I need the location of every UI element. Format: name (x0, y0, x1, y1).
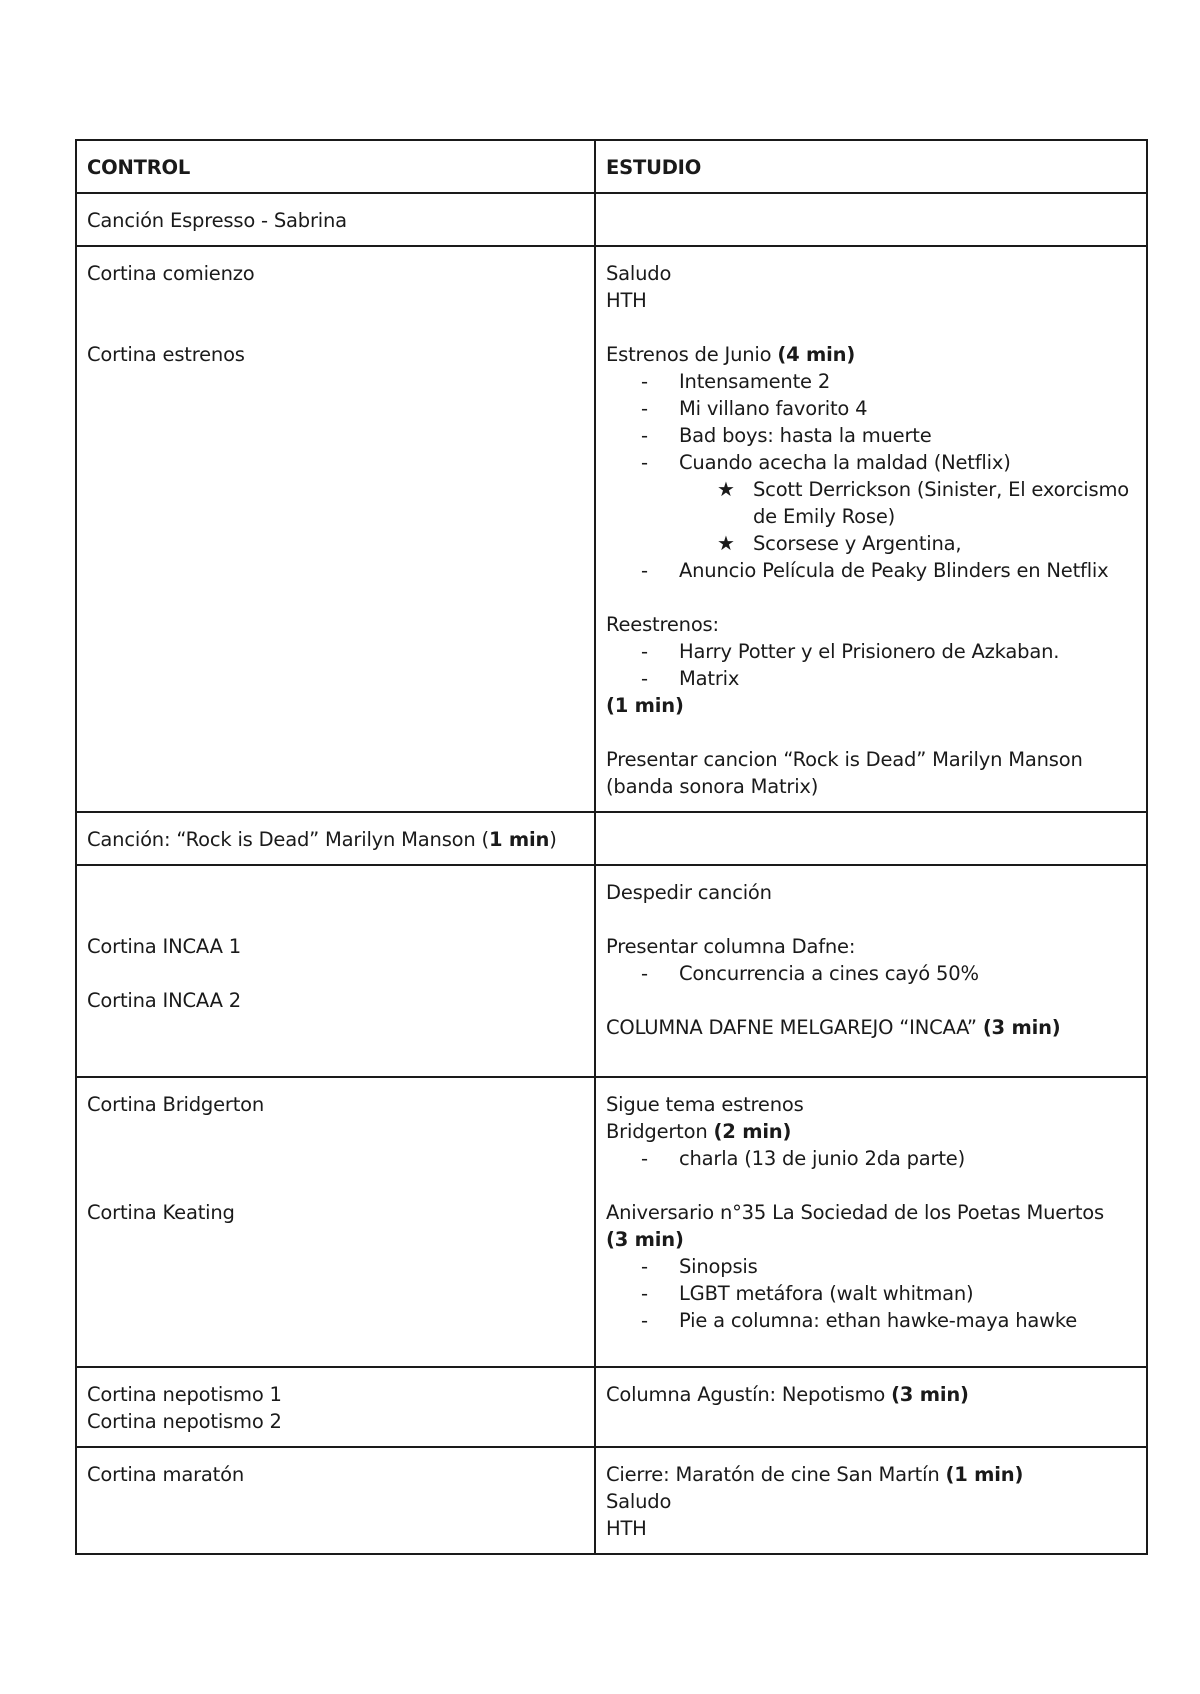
control-cell (76, 246, 595, 812)
control-cell (76, 1367, 595, 1447)
table-row (76, 1367, 1147, 1447)
list-item: - Harry Potter y el Prisionero de Azkaban. (641, 638, 1135, 665)
list-item: - Matrix (641, 665, 1135, 692)
table-row (76, 246, 1147, 812)
black-star-icon: ★ (717, 531, 735, 555)
estrenos-heading: Estrenos de Junio (4 min) (606, 343, 856, 366)
control-item: Cortina Keating (87, 1201, 235, 1224)
bridgerton-list (606, 1145, 1135, 1172)
saludo-text: Saludo (606, 1490, 672, 1513)
table-row (76, 1077, 1147, 1367)
estrenos-list (606, 368, 1135, 584)
list-item: - LGBT metáfora (walt whitman) (641, 1280, 1135, 1307)
estudio-cell (595, 812, 1147, 865)
hth-text: HTH (606, 289, 647, 312)
reestrenos-heading: Reestrenos: (606, 613, 719, 636)
control-item: Cortina nepotismo 2 (87, 1410, 282, 1433)
header-estudio: ESTUDIO (595, 140, 1147, 193)
table-row (76, 812, 1147, 865)
control-item: Cortina nepotismo 1 (87, 1383, 282, 1406)
sigue-text: Sigue tema estrenos (606, 1093, 804, 1116)
estudio-cell (595, 1447, 1147, 1554)
control-cell (76, 1077, 595, 1367)
control-cell (76, 812, 595, 865)
duration-label: (1 min) (606, 694, 684, 717)
control-cell (76, 1447, 595, 1554)
control-item: Cortina Bridgerton (87, 1093, 265, 1116)
estudio-cell (595, 1077, 1147, 1367)
control-item: Canción Espresso - Sabrina (87, 209, 347, 232)
columna-heading: COLUMNA DAFNE MELGAREJO “INCAA” (3 min) (606, 1016, 1061, 1039)
sub-list-item: ★ Scorsese y Argentina, (717, 531, 962, 555)
saludo-text: Saludo (606, 262, 672, 285)
duration-label: (3 min) (606, 1228, 684, 1251)
hth-text: HTH (606, 1517, 647, 1540)
aniversario-heading: Aniversario n°35 La Sociedad de los Poetas Muertos (606, 1201, 1104, 1224)
columna-agustin-text: Columna Agustín: Nepotismo (3 min) (606, 1383, 969, 1406)
control-cell (76, 193, 595, 246)
estudio-cell (595, 1367, 1147, 1447)
table-row (76, 193, 1147, 246)
list-item: - charla (13 de junio 2da parte) (641, 1145, 1135, 1172)
control-item: Cortina INCAA 1 (87, 935, 241, 958)
control-item: Cortina estrenos (87, 343, 245, 366)
control-item: Cortina INCAA 2 (87, 989, 241, 1012)
list-item: - Bad boys: hasta la muerte (641, 422, 1135, 449)
cierre-text: Cierre: Maratón de cine San Martín (1 min) (606, 1463, 1024, 1486)
aniversario-list (606, 1253, 1135, 1334)
list-item: - Anuncio Película de Peaky Blinders en Netflix (641, 557, 1135, 584)
list-item: - Cuando acecha la maldad (Netflix) ★ Scott Derrickson (Sinister, El exorcismo de Emily Rose) ★ Scorsese y Argentina, (641, 449, 1135, 557)
control-item: Canción: “Rock is Dead” Marilyn Manson (1 min) (87, 828, 557, 851)
presentar-text: Presentar cancion “Rock is Dead” Marilyn Manson (banda sonora Matrix) (606, 748, 1083, 798)
table-header-row (76, 140, 1147, 193)
header-control: CONTROL (76, 140, 595, 193)
list-item: - Intensamente 2 (641, 368, 1135, 395)
list-item: - Concurrencia a cines cayó 50% (641, 960, 1135, 987)
list-item: - Pie a columna: ethan hawke-maya hawke (641, 1307, 1135, 1334)
black-star-icon: ★ (717, 477, 735, 501)
run-sheet-table (75, 139, 1148, 1555)
control-item: Cortina comienzo (87, 262, 255, 285)
table-row (76, 865, 1147, 1077)
control-cell (76, 865, 595, 1077)
despedir-text: Despedir canción (606, 881, 772, 904)
sub-list (679, 476, 1135, 557)
list-item: - Mi villano favorito 4 (641, 395, 1135, 422)
presentar-text: Presentar columna Dafne: (606, 935, 856, 958)
estudio-cell (595, 193, 1147, 246)
list-item: - Sinopsis (641, 1253, 1135, 1280)
columna-list (606, 960, 1135, 987)
estudio-cell (595, 246, 1147, 812)
control-item: Cortina maratón (87, 1463, 244, 1486)
reestrenos-list (606, 638, 1135, 692)
estudio-cell (595, 865, 1147, 1077)
table-row (76, 1447, 1147, 1554)
bridgerton-heading: Bridgerton (2 min) (606, 1120, 792, 1143)
sub-list-item: ★ Scott Derrickson (Sinister, El exorcismo de Emily Rose) (717, 477, 1129, 528)
